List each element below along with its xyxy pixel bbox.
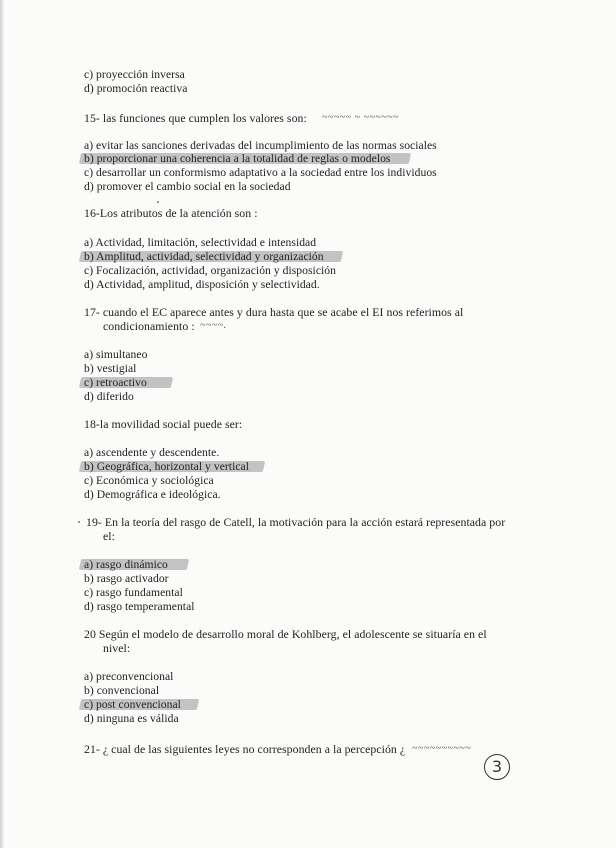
option-line: d) diferido bbox=[84, 390, 134, 403]
option-line: b) vestigial bbox=[84, 362, 137, 375]
page-number-circle bbox=[484, 754, 510, 780]
option-line: a) preconvencional bbox=[84, 670, 174, 683]
option-line: c) Focalización, actividad, organización y disposición bbox=[84, 264, 336, 277]
option-line: b) Amplitud, actividad, selectividad y organización bbox=[84, 250, 324, 263]
speck bbox=[157, 201, 159, 203]
option-line: c) proyección inversa bbox=[84, 68, 185, 81]
option-line: d) ninguna es válida bbox=[84, 712, 179, 725]
question-line: nivel: bbox=[103, 641, 131, 655]
question-line: 17- cuando el EC aparece antes y dura hasta que se acabe el EI nos referimos al bbox=[84, 305, 464, 319]
question-line: 20 Según el modelo de desarrollo moral de Kohlberg, el adolescente se situaría en el bbox=[84, 627, 487, 641]
option-line: a) simultaneo bbox=[84, 348, 148, 361]
option-line: d) Demográfica e ideológica. bbox=[84, 488, 221, 501]
question-line: 21- ¿ cual de las siguientes leyes no corresponden a la percepción ¿ bbox=[84, 742, 406, 756]
handwritten-scribble: ~~~~~ ~ ~~~~~~ bbox=[322, 112, 399, 123]
question-line: condicionamiento : bbox=[103, 319, 195, 333]
option-line: b) convencional bbox=[84, 684, 160, 697]
option-line: c) Económica y sociológica bbox=[84, 474, 214, 487]
handwritten-scribble: ~~~~~~~~~~ bbox=[412, 743, 472, 754]
question-line: 15- las funciones que cumplen los valores son: bbox=[84, 111, 307, 125]
handwritten-scribble: ~~~~. bbox=[200, 320, 227, 331]
option-line: b) proporcionar una coherencia a la totalidad de reglas o modelos bbox=[84, 152, 391, 165]
option-line: c) post convencional bbox=[84, 698, 181, 711]
option-line: d) rasgo temperamental bbox=[84, 600, 195, 613]
option-line: b) Geográfica, horizontal y vertical bbox=[84, 460, 250, 473]
question-line: el: bbox=[103, 529, 115, 543]
question-line: 16-Los atributos de la atención son : bbox=[84, 206, 258, 220]
question-line: 19- En la teoría del rasgo de Catell, la motivación para la acción estará representada por bbox=[86, 515, 506, 529]
page-number: 3 bbox=[491, 757, 503, 776]
option-line: b) rasgo activador bbox=[84, 572, 169, 585]
option-line: a) ascendente y descendente. bbox=[84, 446, 220, 459]
page-edge-shadow bbox=[0, 0, 4, 848]
option-line: a) Actividad, limitación, selectividad e intensidad bbox=[84, 236, 317, 249]
speck bbox=[78, 521, 80, 523]
option-line: d) promoción reactiva bbox=[84, 82, 188, 95]
option-line: c) retroactivo bbox=[84, 376, 147, 389]
option-line: c) desarrollar un conformismo adaptativo a la sociedad entre los individuos bbox=[84, 166, 437, 179]
option-line: a) evitar las sanciones derivadas del incumplimiento de las normas sociales bbox=[84, 139, 437, 152]
option-line: a) rasgo dinámico bbox=[84, 558, 168, 571]
question-line: 18-la movilidad social puede ser: bbox=[84, 417, 243, 431]
option-line: c) rasgo fundamental bbox=[84, 586, 183, 599]
option-line: d) Actividad, amplitud, disposición y selectividad. bbox=[84, 278, 320, 291]
option-line: d) promover el cambio social en la sociedad bbox=[84, 180, 291, 193]
